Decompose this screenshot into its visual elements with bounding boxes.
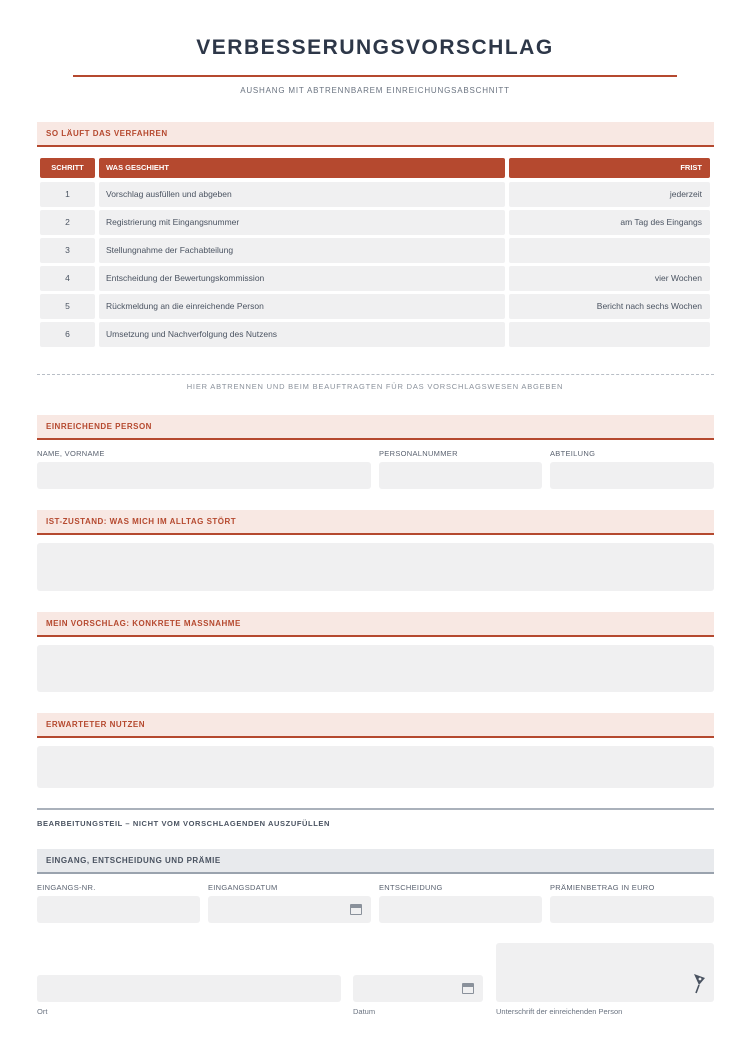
step-deadline: jederzeit <box>509 182 710 207</box>
pen-icon <box>690 972 708 994</box>
column-header-deadline: FRIST <box>509 158 710 178</box>
office-note: BEARBEITUNGSTEIL – NICHT VOM VORSCHLAGENDEN AUSZUFÜLLEN <box>37 819 331 828</box>
step-number: 3 <box>40 238 95 263</box>
column-header-what: WAS GESCHIEHT <box>99 158 505 178</box>
decision-label: ENTSCHEIDUNG <box>379 883 443 892</box>
step-number: 4 <box>40 266 95 291</box>
bonus-label: PRÄMIENBETRAG IN EURO <box>550 883 655 892</box>
department-field[interactable] <box>550 462 714 489</box>
step-number: 6 <box>40 322 95 347</box>
receipt-number-label: EINGANGS-NR. <box>37 883 96 892</box>
date-label: Datum <box>353 1007 376 1016</box>
place-field[interactable] <box>37 975 341 1002</box>
place-label: Ort <box>37 1007 48 1016</box>
page-subtitle: AUSHANG MIT ABTRENNBAREM EINREICHUNGSABSCHNITT <box>240 86 510 95</box>
current-state-heading: IST-ZUSTAND: WAS MICH IM ALLTAG STÖRT <box>37 510 714 535</box>
personnel-number-label: PERSONALNUMMER <box>379 449 458 458</box>
proposal-textarea[interactable] <box>37 645 714 692</box>
receipt-number-field[interactable] <box>37 896 200 923</box>
benefit-textarea[interactable] <box>37 746 714 788</box>
personnel-number-field[interactable] <box>379 462 542 489</box>
receipt-date-label: EINGANGSDATUM <box>208 883 278 892</box>
step-description: Stellungnahme der Fachabteilung <box>99 238 505 263</box>
calendar-icon[interactable] <box>462 983 474 994</box>
step-deadline: Bericht nach sechs Wochen <box>509 294 710 319</box>
department-label: ABTEILUNG <box>550 449 596 458</box>
step-description: Vorschlag ausfüllen und abgeben <box>99 182 505 207</box>
decision-field[interactable] <box>379 896 542 923</box>
name-field[interactable] <box>37 462 371 489</box>
current-state-textarea[interactable] <box>37 543 714 591</box>
name-label: NAME, VORNAME <box>37 449 105 458</box>
procedure-heading: SO LÄUFT DAS VERFAHREN <box>37 122 714 147</box>
office-heading: EINGANG, ENTSCHEIDUNG UND PRÄMIE <box>37 849 714 874</box>
benefit-heading: ERWARTETER NUTZEN <box>37 713 714 738</box>
step-deadline: am Tag des Eingangs <box>509 210 710 235</box>
step-description: Umsetzung und Nachverfolgung des Nutzens <box>99 322 505 347</box>
step-description: Registrierung mit Eingangsnummer <box>99 210 505 235</box>
submitter-heading: EINREICHENDE PERSON <box>37 415 714 440</box>
receipt-date-field[interactable] <box>208 896 371 923</box>
page-title: VERBESSERUNGSVORSCHLAG <box>196 36 554 59</box>
step-number: 5 <box>40 294 95 319</box>
step-deadline <box>509 322 710 347</box>
calendar-icon[interactable] <box>350 904 362 915</box>
step-deadline <box>509 238 710 263</box>
step-description: Rückmeldung an die einreichende Person <box>99 294 505 319</box>
date-field[interactable] <box>353 975 483 1002</box>
bonus-field[interactable] <box>550 896 714 923</box>
step-number: 1 <box>40 182 95 207</box>
step-description: Entscheidung der Bewertungskommission <box>99 266 505 291</box>
column-header-step: SCHRITT <box>40 158 95 178</box>
step-deadline: vier Wochen <box>509 266 710 291</box>
cut-line <box>37 374 714 375</box>
office-divider <box>37 808 714 810</box>
signature-field[interactable] <box>496 943 714 1002</box>
signature-label: Unterschrift der einreichenden Person <box>496 1007 623 1016</box>
title-rule <box>73 75 677 77</box>
step-number: 2 <box>40 210 95 235</box>
cut-instruction: HIER ABTRENNEN UND BEIM BEAUFTRAGTEN FÜR DAS VORSCHLAGSWESEN ABGEBEN <box>186 382 564 391</box>
proposal-heading: MEIN VORSCHLAG: KONKRETE MASSNAHME <box>37 612 714 637</box>
